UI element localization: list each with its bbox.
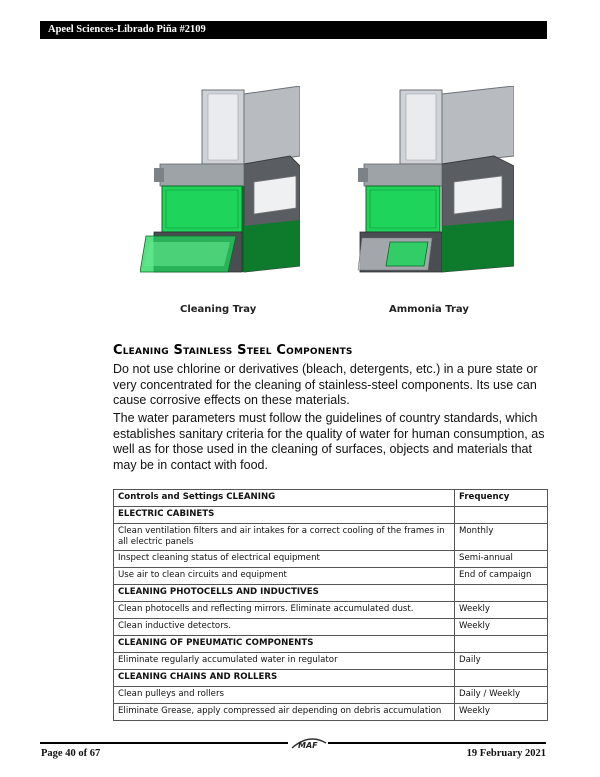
frequency-cell: Weekly: [455, 619, 548, 636]
maf-logo-text: MAF: [298, 741, 318, 750]
category-label: CLEANING PHOTOCELLS AND INDUCTIVES: [114, 585, 455, 602]
table-row: [114, 653, 548, 670]
table-row: [114, 704, 548, 721]
table-row: [114, 524, 548, 551]
table-row: [114, 619, 548, 636]
category-row: [114, 585, 548, 602]
table-row: [114, 568, 548, 585]
table-row: [114, 551, 548, 568]
table-row: [114, 602, 548, 619]
footer-rule-right: [328, 742, 546, 744]
task-cell: Clean ventilation filters and air intakes for a correct cooling of the frames in all electric panels: [114, 524, 455, 551]
frequency-cell: Weekly: [455, 602, 548, 619]
frequency-cell: End of campaign: [455, 568, 548, 585]
task-cell: Use air to clean circuits and equipment: [114, 568, 455, 585]
category-row: [114, 670, 548, 687]
frequency-cell: Semi-annual: [455, 551, 548, 568]
footer-rule-left: [40, 742, 288, 744]
section-title: Cleaning Stainless Steel Components: [113, 343, 353, 358]
task-cell: Clean inductive detectors.: [114, 619, 455, 636]
ammonia-tray-caption: Ammonia Tray: [389, 304, 469, 315]
category-row: [114, 636, 548, 653]
frequency-cell: Weekly: [455, 704, 548, 721]
category-label: CLEANING CHAINS AND ROLLERS: [114, 670, 455, 687]
ammonia-tray-image: [354, 86, 514, 278]
cleaning-tray-image: [140, 86, 300, 278]
page-number: Page 40 of 67: [41, 748, 101, 759]
task-cell: Inspect cleaning status of electrical equipment: [114, 551, 455, 568]
cleaning-tray-caption: Cleaning Tray: [180, 304, 257, 315]
category-label: CLEANING OF PNEUMATIC COMPONENTS: [114, 636, 455, 653]
header-title: Apeel Sciences-Librado Piña #2109: [48, 24, 206, 35]
task-cell: Eliminate regularly accumulated water in regulator: [114, 653, 455, 670]
task-cell: Clean pulleys and rollers: [114, 687, 455, 704]
frequency-cell: Monthly: [455, 524, 548, 551]
footer-date: 19 February 2021: [466, 748, 546, 759]
paragraph-chlorine-warning: Do not use chlorine or derivatives (bleach, detergents, etc.) in a pure state or very concentrated for the cleaning of stainless-steel components. Its use can cause corrosive effects on these materials.: [113, 362, 538, 407]
category-label: ELECTRIC CABINETS: [114, 507, 455, 524]
maf-logo: [290, 735, 328, 751]
cleaning-schedule-table: [113, 489, 548, 721]
table-row: [114, 687, 548, 704]
frequency-cell: Daily: [455, 653, 548, 670]
header-frequency: Frequency: [455, 490, 548, 507]
header-controls: Controls and Settings CLEANING: [114, 490, 455, 507]
page-header: [40, 21, 547, 39]
paragraph-water-parameters: The water parameters must follow the guidelines of country standards, which establishes sanitary criteria for the quality of water for human consumption, as well as for those used in the cleaning of surfaces, objects and materials that may be in contact with food.: [113, 411, 545, 472]
category-row: [114, 507, 548, 524]
task-cell: Eliminate Grease, apply compressed air depending on debris accumulation: [114, 704, 455, 721]
table-header-row: [114, 490, 548, 507]
task-cell: Clean photocells and reflecting mirrors. Eliminate accumulated dust.: [114, 602, 455, 619]
frequency-cell: Daily / Weekly: [455, 687, 548, 704]
